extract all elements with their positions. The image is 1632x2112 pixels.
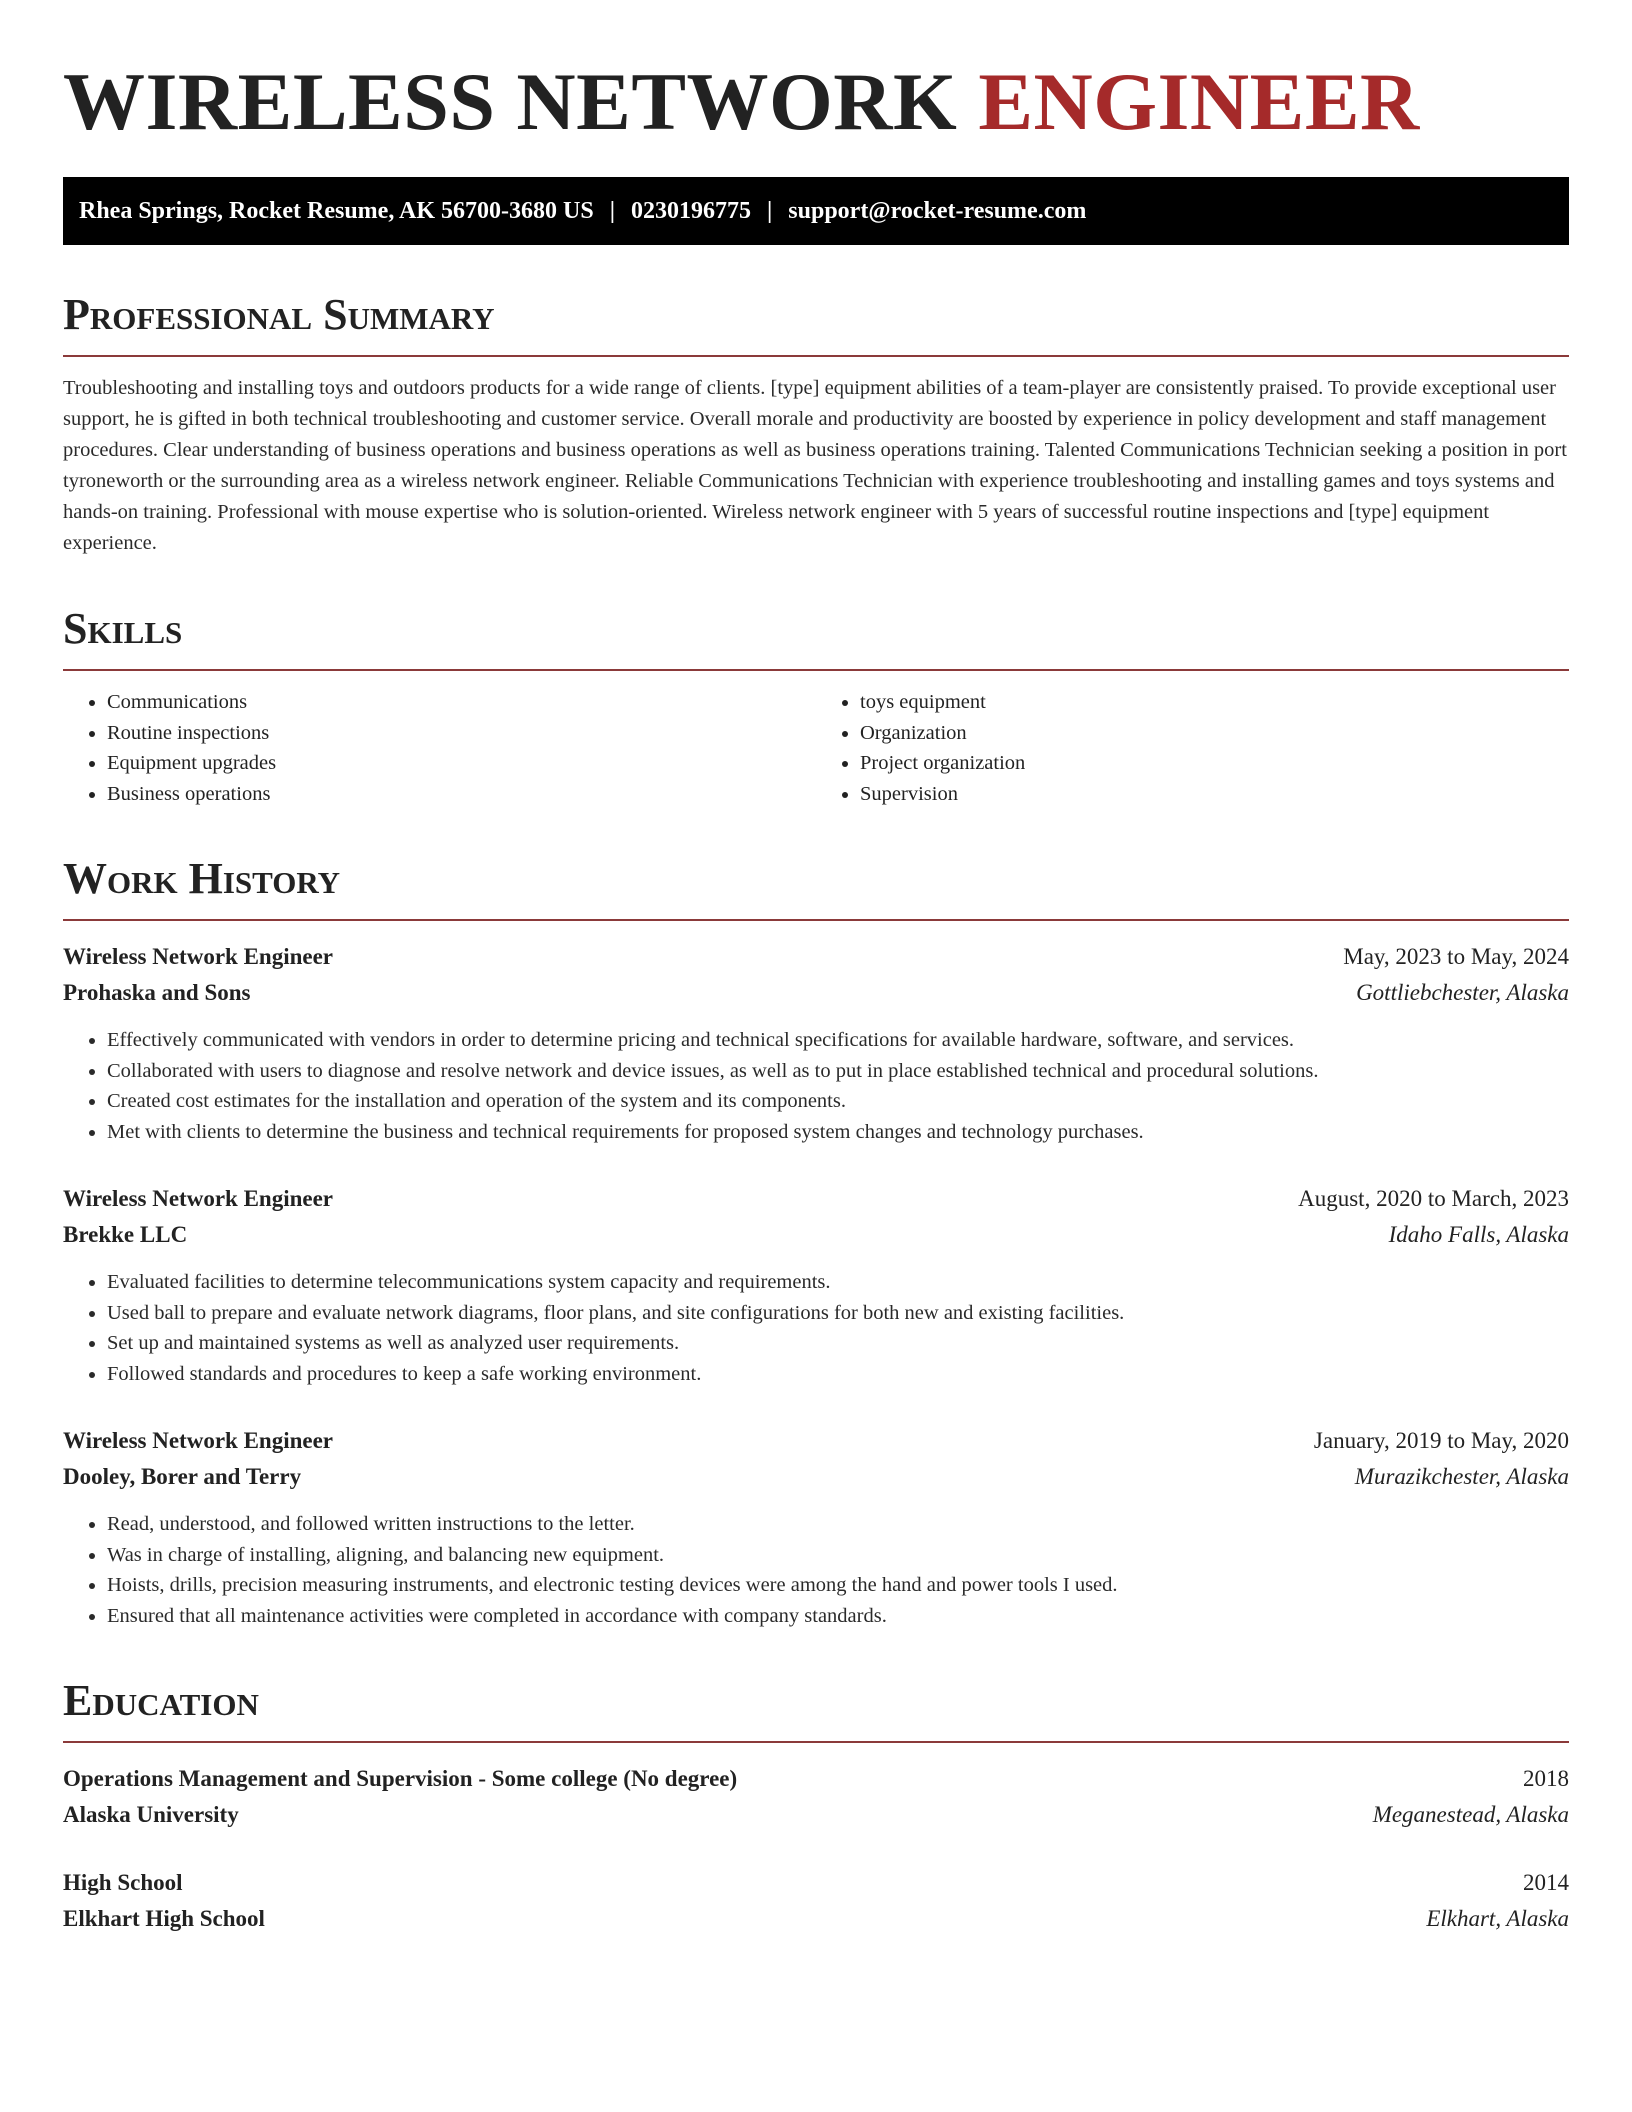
job-bullet: • Ensured that all maintenance activities were completed in accordance with company standards. [107, 1601, 1569, 1632]
job-bullet: • Hoists, drills, precision measuring instruments, and electronic testing devices were among the hand and power tools I used. [107, 1570, 1569, 1601]
contact-separator: | [766, 197, 773, 224]
title-accent: ENGINEER [978, 56, 1420, 147]
skills-list [63, 687, 1569, 809]
skill-item: • Routine inspections [107, 718, 816, 749]
education-degree: Operations Management and Supervision - Some college (No degree) [63, 1766, 738, 1791]
summary-text: Troubleshooting and installing toys and outdoors products for a wide range of clients. [type] equipment abilities of a team-player are consistently praised. To provide exceptional user support, he is gifted in both technical troubleshooting and customer service. Overall morale and productivity are boosted by experience in policy development and staff management procedures. Clear understanding of business operations and business operations as well as business operations training. Talented Communications Technician seeking a position in port tyroneworth or the surrounding area as a wireless network engineer. Reliable Communications Technician with experience troubleshooting and installing games and toys systems and hands-on training. Professional with mouse expertise who is solution-oriented. Wireless network engineer with 5 years of successful routine inspections and [type] equipment experience. [63, 377, 1567, 554]
job-location: Gottliebchester, Alaska [1356, 980, 1569, 1005]
job-dates: January, 2019 to May, 2020 [1313, 1428, 1569, 1453]
job-bullet: • Met with clients to determine the business and technical requirements for proposed system changes and technology purchases. [107, 1117, 1569, 1148]
skill-item: • toys equipment [860, 687, 1569, 718]
job-bullet: • Was in charge of installing, aligning, and balancing new equipment. [107, 1540, 1569, 1571]
education-school: Alaska University [63, 1802, 239, 1827]
job-bullets [63, 1509, 1569, 1631]
skill-item: • Communications [107, 687, 816, 718]
contact-bar [63, 177, 1569, 245]
job-bullet: • Set up and maintained systems as well as analyzed user requirements. [107, 1328, 1569, 1359]
education-school: Elkhart High School [63, 1906, 265, 1931]
job-entry [63, 1181, 1569, 1389]
job-location: Idaho Falls, Alaska [1388, 1222, 1569, 1247]
summary-heading: Professional Summary [63, 289, 1569, 357]
education-degree: High School [63, 1870, 183, 1895]
education-year: 2018 [1523, 1766, 1569, 1791]
contact-separator: | [609, 197, 615, 224]
job-title: Wireless Network Engineer [63, 944, 334, 969]
job-dates: August, 2020 to March, 2023 [1298, 1186, 1569, 1211]
job-bullet: • Collaborated with users to diagnose and resolve network and device issues, as well as to put in place established technical and procedural solutions. [107, 1056, 1569, 1087]
job-company: Prohaska and Sons [63, 980, 251, 1005]
work-history-heading: Work History [63, 853, 1569, 921]
skill-item: • Supervision [860, 779, 1569, 810]
skills-column-left [63, 687, 816, 809]
job-entry [63, 1423, 1569, 1631]
job-bullets [63, 1267, 1569, 1389]
skills-column-right [816, 687, 1569, 809]
skill-item: • Equipment upgrades [107, 748, 816, 779]
job-bullet: • Read, understood, and followed written instructions to the letter. [107, 1509, 1569, 1540]
skills-heading: Skills [63, 603, 1569, 671]
education-heading: Education [63, 1675, 1569, 1743]
job-entry [63, 939, 1569, 1147]
title-main: WIRELESS NETWORK [63, 56, 958, 147]
job-bullets [63, 1025, 1569, 1147]
job-dates: May, 2023 to May, 2024 [1343, 944, 1569, 969]
job-bullet: • Effectively communicated with vendors in order to determine pricing and technical specifications for available hardware, software, and services. [107, 1025, 1569, 1056]
education-location: Meganestead, Alaska [1372, 1802, 1569, 1827]
job-company: Brekke LLC [63, 1222, 188, 1247]
job-location: Murazikchester, Alaska [1354, 1464, 1569, 1489]
job-bullet: • Followed standards and procedures to keep a safe working environment. [107, 1359, 1569, 1390]
job-title: Wireless Network Engineer [63, 1186, 334, 1211]
job-bullet: • Evaluated facilities to determine telecommunications system capacity and requirements. [107, 1267, 1569, 1298]
job-company: Dooley, Borer and Terry [63, 1464, 302, 1489]
skill-item: • Business operations [107, 779, 816, 810]
skill-item: • Project organization [860, 748, 1569, 779]
job-bullet: • Used ball to prepare and evaluate network diagrams, floor plans, and site configurations for both new and existing facilities. [107, 1298, 1569, 1329]
contact-phone: 0230196775 [630, 197, 751, 224]
skill-item: • Organization [860, 718, 1569, 749]
education-location: Elkhart, Alaska [1426, 1906, 1569, 1931]
contact-email: support@rocket-resume.com [788, 197, 1087, 224]
page-title [63, 52, 1569, 152]
contact-address: Rhea Springs, Rocket Resume, AK 56700-3680 US [79, 197, 594, 224]
job-bullet: • Created cost estimates for the installation and operation of the system and its components. [107, 1086, 1569, 1117]
job-title: Wireless Network Engineer [63, 1428, 334, 1453]
education-year: 2014 [1523, 1870, 1569, 1895]
education-entry [63, 1761, 1569, 1833]
education-entry [63, 1865, 1569, 1937]
